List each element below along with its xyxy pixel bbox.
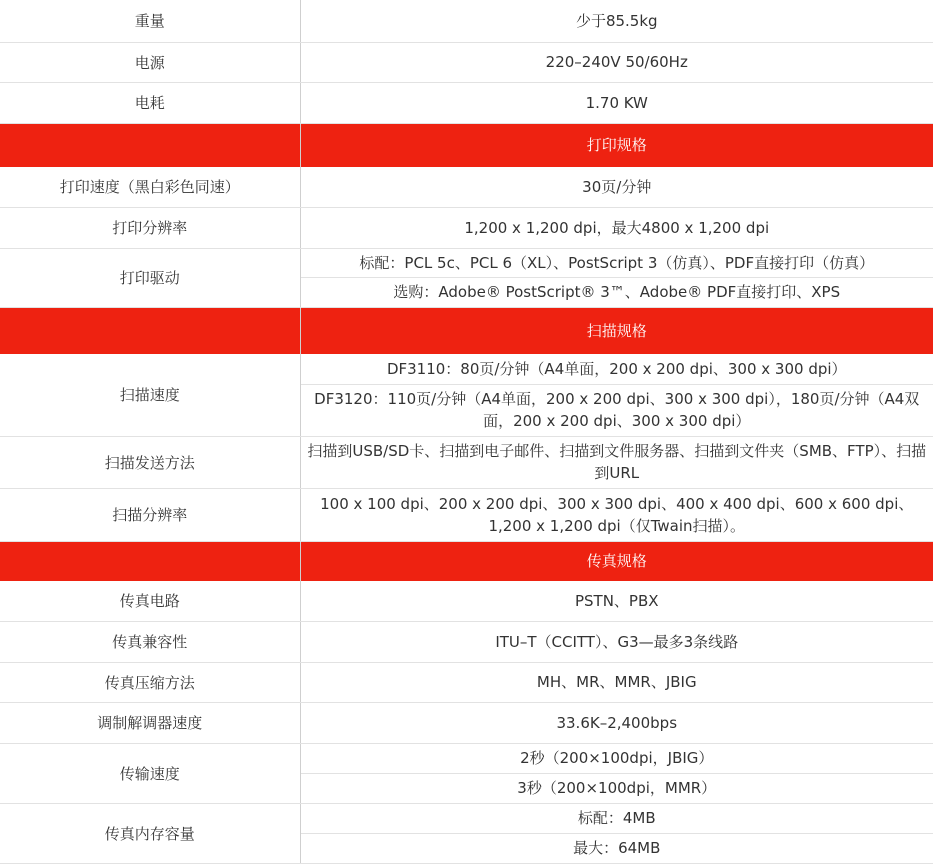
- spec-label: 扫描速度: [0, 354, 300, 436]
- spec-value: 3秒（200×100dpi，MMR）: [300, 773, 933, 803]
- spec-label: 打印驱动: [0, 248, 300, 307]
- spec-row-scan-resolution: [0, 488, 933, 541]
- spec-row-weight: [0, 0, 933, 42]
- section-title: 扫描规格: [300, 307, 933, 354]
- section-header-scan: [0, 307, 933, 354]
- spec-value: 标配：PCL 5c、PCL 6（XL）、PostScript 3（仿真）、PDF直接打印（仿真）: [300, 248, 933, 277]
- spec-row-transfer-speed: [0, 743, 933, 773]
- spec-value: 标配：4MB: [300, 803, 933, 833]
- spec-label: 传真内存容量: [0, 803, 300, 863]
- spec-label: 传输速度: [0, 743, 300, 803]
- spec-row-scan-send: [0, 436, 933, 488]
- spec-label: 传真兼容性: [0, 621, 300, 662]
- spec-row-fax-memory: [0, 803, 933, 833]
- spec-label: 传真电路: [0, 581, 300, 621]
- spec-row-fax-compat: [0, 621, 933, 662]
- spec-value: DF3120：110页/分钟（A4单面，200 x 200 dpi、300 x 300 dpi），180页/分钟（A4双面，200 x 200 dpi、300 x 300 dpi）: [300, 384, 933, 436]
- spec-value: 扫描到USB/SD卡、扫描到电子邮件、扫描到文件服务器、扫描到文件夹（SMB、FTP）、扫描到URL: [300, 436, 933, 488]
- spec-value: 2秒（200×100dpi，JBIG）: [300, 743, 933, 773]
- spec-label: 扫描分辨率: [0, 488, 300, 541]
- spec-value: ITU–T（CCITT）、G3—最多3条线路: [300, 621, 933, 662]
- section-header-print: [0, 123, 933, 167]
- spec-value: 100 x 100 dpi、200 x 200 dpi、300 x 300 dpi、400 x 400 dpi、600 x 600 dpi、1,200 x 1,200 dpi（仅Twain扫描）。: [300, 488, 933, 541]
- section-title: 传真规格: [300, 541, 933, 581]
- spec-row-modem-speed: [0, 702, 933, 743]
- spec-row-print-driver: [0, 248, 933, 277]
- section-title: 打印规格: [300, 123, 933, 167]
- spec-label: 电耗: [0, 82, 300, 123]
- spec-value: 1.70 KW: [300, 82, 933, 123]
- spec-label: 传真压缩方法: [0, 662, 300, 702]
- spec-value: 1,200 x 1,200 dpi，最大4800 x 1,200 dpi: [300, 207, 933, 248]
- spec-label: 调制解调器速度: [0, 702, 300, 743]
- spec-label: 重量: [0, 0, 300, 42]
- spec-value: 最大：64MB: [300, 833, 933, 863]
- spec-label: 打印速度（黑白彩色同速）: [0, 167, 300, 207]
- spec-label: 电源: [0, 42, 300, 82]
- section-header-fax: [0, 541, 933, 581]
- spec-value: PSTN、PBX: [300, 581, 933, 621]
- spec-label: 打印分辨率: [0, 207, 300, 248]
- spec-row-scan-speed: [0, 354, 933, 384]
- spec-label: 扫描发送方法: [0, 436, 300, 488]
- spec-value: 少于85.5kg: [300, 0, 933, 42]
- spec-value: MH、MR、MMR、JBIG: [300, 662, 933, 702]
- spec-row-fax-line: [0, 581, 933, 621]
- spec-row-power: [0, 42, 933, 82]
- spec-row-consumption: [0, 82, 933, 123]
- spec-row-print-speed: [0, 167, 933, 207]
- spec-value: 选购：Adobe® PostScript® 3™、Adobe® PDF直接打印、XPS: [300, 277, 933, 307]
- spec-value: DF3110：80页/分钟（A4单面，200 x 200 dpi、300 x 300 dpi）: [300, 354, 933, 384]
- spec-row-print-resolution: [0, 207, 933, 248]
- spec-value: 33.6K–2,400bps: [300, 702, 933, 743]
- spec-row-fax-compression: [0, 662, 933, 702]
- spec-value: 220–240V 50/60Hz: [300, 42, 933, 82]
- spec-value: 30页/分钟: [300, 167, 933, 207]
